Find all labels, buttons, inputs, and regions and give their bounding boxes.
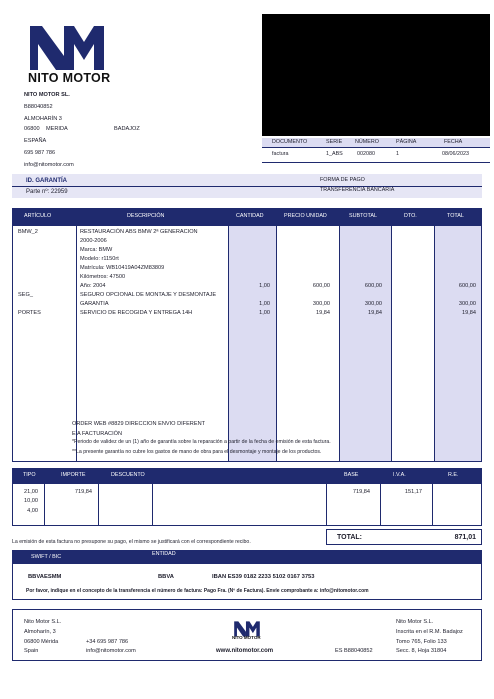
tax-tipo: 21,00: [24, 489, 38, 495]
item-total: 19,84: [462, 310, 476, 316]
items-header-precio: PRECIO UNIDAD: [284, 213, 327, 219]
tax-col-divider: [152, 484, 153, 526]
item-price: 600,00: [312, 283, 330, 289]
item-qty: 1,00: [259, 283, 270, 289]
doc-documento: factura: [272, 151, 289, 157]
payment-value: TRANSFERENCIA BANCARIA: [320, 187, 395, 193]
bottom-right-line: Inscrita en el R.M. Badajoz: [396, 629, 463, 635]
total-label: TOTAL:: [337, 534, 363, 541]
item-total: 600,00: [458, 283, 476, 289]
item-article: SEG_: [18, 292, 33, 298]
item-description-line: Modelo: r1150rt: [80, 256, 119, 262]
doc-info-bottom-rule: [262, 162, 490, 163]
tax-importe: 719,84: [74, 489, 92, 495]
items-header-cantidad: CANTIDAD: [236, 213, 264, 219]
company-street: ALMOHARÍN 3: [24, 116, 62, 122]
items-col-total-shade: [434, 226, 481, 461]
item-description-line: Año: 2004: [80, 283, 106, 289]
bottom-right-line: Secc. 8, Hoja 31804: [396, 648, 447, 654]
item-note: *Periodo de validez de un (1) año de garantía sobre la reparación a partir de la fecha de emisión de esta factura.: [72, 439, 331, 445]
item-article: BMW_2: [18, 229, 38, 235]
bottom-website[interactable]: www.nitomotor.com: [216, 648, 274, 654]
guarantee-label: ID. GARANTÍA: [26, 178, 67, 184]
redacted-client-box: [262, 14, 490, 136]
tax-col-divider: [326, 484, 327, 526]
bottom-phone: +34 695 987 786: [86, 639, 129, 645]
item-total: 300,00: [458, 301, 476, 307]
company-country: ESPAÑA: [24, 138, 47, 144]
company-zip: 06800: [24, 126, 40, 132]
company-cif: B88040852: [24, 104, 53, 110]
tax-base: 719,84: [352, 489, 370, 495]
guarantee-rule: [12, 186, 482, 187]
footer-logo-text: NITO MOTOR: [232, 635, 261, 640]
items-col-divider: [391, 226, 392, 462]
tax-header-base: BASE: [344, 472, 359, 478]
items-col-subtotal-shade: [339, 226, 391, 461]
item-description-line: Marca: BMW: [80, 247, 113, 253]
items-col-divider: [434, 226, 435, 462]
bottom-left-line: Nito Motor S.L.: [24, 619, 62, 625]
item-description-line: GARANTIA: [80, 301, 109, 307]
bank-iban: IBAN ES39 0182 2233 5102 0167 3753: [212, 574, 315, 580]
tax-col-divider: [98, 484, 99, 526]
footer-note: La emisión de esta factura no presupone su pago, el mismo se justificará con el correspondiente recibo.: [12, 539, 251, 545]
item-description-line: RESTAURACIÓN ABS BMW 2ª GENERACION: [80, 229, 198, 235]
item-subtotal: 19,84: [368, 310, 382, 316]
bank-header-swift: SWIFT / BIC: [31, 554, 62, 560]
bank-body: [12, 564, 482, 600]
bottom-right-line: Tomo 765, Folio 133: [396, 639, 447, 645]
bank-header-entidad: ENTIDAD: [152, 551, 176, 557]
total-value: 871,01: [454, 534, 476, 541]
tax-col-divider: [380, 484, 381, 526]
items-col-divider: [228, 226, 229, 462]
item-note: **La presente garantía no cubre los gastos de mano de obra para el desmontaje y montaje de los productos.: [72, 449, 322, 455]
bottom-right-line: Nito Motor S.L.: [396, 619, 434, 625]
item-subtotal: 600,00: [364, 283, 382, 289]
tax-header-tipo: TIPO: [23, 472, 36, 478]
doc-header-documento: DOCUMENTO: [272, 139, 308, 145]
tax-header-re: R.E.: [448, 472, 459, 478]
bottom-left-line: 06800 Mérida: [24, 639, 59, 645]
bottom-left-line: Spain: [24, 648, 39, 654]
items-header-descripcion: DESCRIPCIÓN: [127, 213, 165, 219]
doc-header-fecha: FECHA: [444, 139, 463, 145]
tax-iva: 151,17: [404, 489, 422, 495]
item-description-line: Matrícula: WB10419A04ZM83809: [80, 265, 165, 271]
doc-header-pagina: PÁGINA: [396, 139, 417, 145]
tax-tipo: 10,00: [24, 498, 38, 504]
company-province: BADAJOZ: [114, 126, 140, 132]
tax-header-descuento: DESCUENTO: [111, 472, 145, 478]
item-price: 19,84: [316, 310, 330, 316]
nito-motor-logo: [28, 22, 106, 74]
bottom-cif: ES B88040852: [335, 648, 373, 654]
item-article: PORTES: [18, 310, 41, 316]
item-price: 300,00: [312, 301, 330, 307]
item-description-line: 2000-2006: [80, 238, 107, 244]
items-col-cantidad-shade: [228, 226, 276, 461]
bank-instruction: Por favor, indique en el concepto de la transferencia el número de factura: Pago Fra. (Nº de Factura). Envíe comprobante a: info@nitomotor.com: [26, 588, 369, 594]
doc-fecha: 08/06/2023: [442, 151, 469, 157]
item-subtotal: 300,00: [364, 301, 382, 307]
item-description-line: SEGURO OPCIONAL DE MONTAJE Y DESMONTAJE: [80, 292, 217, 298]
company-name: NITO MOTOR SL.: [24, 92, 70, 98]
item-qty: 1,00: [259, 310, 270, 316]
payment-label: FORMA DE PAGO: [320, 177, 365, 183]
items-col-divider: [339, 226, 340, 462]
items-header-total: TOTAL: [447, 213, 464, 219]
tax-header-importe: IMPORTE: [61, 472, 86, 478]
guarantee-part: Parte nº: 22959: [26, 189, 68, 195]
items-header-articulo: ARTÍCULO: [24, 213, 52, 219]
bottom-left-line: Almoharín, 3: [24, 629, 56, 635]
bottom-email: info@nitomotor.com: [86, 648, 136, 654]
company-phone: 695 987 786: [24, 150, 56, 156]
doc-header-numero: NÚMERO: [355, 139, 379, 145]
bank-swift: BBVAESMM: [28, 574, 62, 580]
item-qty: 1,00: [259, 301, 270, 307]
bank-entity: BBVA: [158, 574, 174, 580]
doc-numero: 002080: [357, 151, 375, 157]
tax-header-iva: I.V.A.: [393, 472, 406, 478]
item-description-line: Kilómetros: 47500: [80, 274, 126, 280]
tax-col-divider: [44, 484, 45, 526]
company-city: MERIDA: [46, 126, 68, 132]
bank-header: [12, 550, 482, 564]
doc-pagina: 1: [396, 151, 399, 157]
items-header-dto: DTO.: [404, 213, 417, 219]
items-col-divider: [276, 226, 277, 462]
tax-tipo: 4,00: [27, 508, 38, 514]
doc-header-serie: SERIE: [326, 139, 343, 145]
tax-col-divider: [432, 484, 433, 526]
item-note: ORDER WEB #8829 DIRECCION ENVIO DIFERENT: [72, 421, 206, 427]
doc-serie: 1_ABS: [326, 151, 343, 157]
item-description-line: SERVICIO DE RECOGIDA Y ENTREGA 14H: [80, 310, 193, 316]
company-email: info@nitomotor.com: [24, 162, 74, 168]
logo-text: NITO MOTOR: [28, 71, 111, 85]
item-note: E A FACTURACIÓN: [72, 431, 123, 437]
items-header-subtotal: SUBTOTAL: [349, 213, 377, 219]
